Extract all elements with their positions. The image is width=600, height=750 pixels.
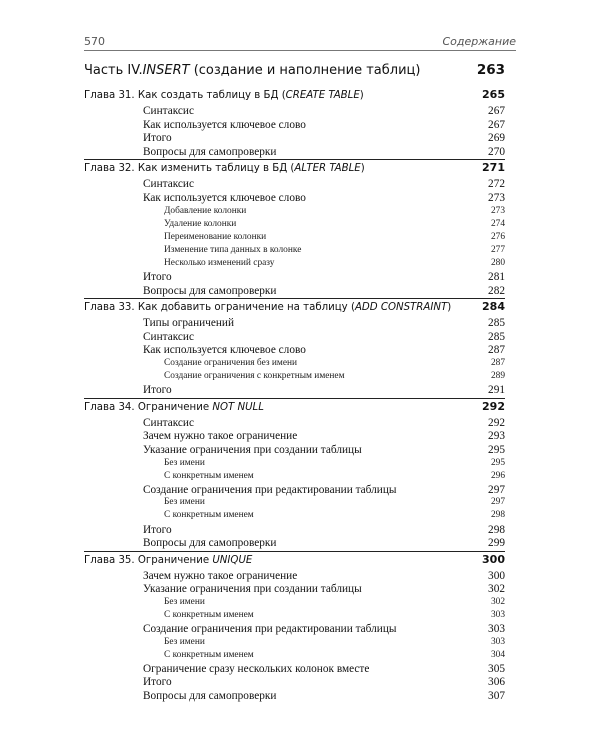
chapter-code: ALTER TABLE (294, 163, 361, 175)
entry-page: 307 (488, 690, 505, 703)
toc-section-entry[interactable] (84, 384, 505, 398)
toc-subsection-entry[interactable] (84, 510, 505, 523)
entry-page: 302 (490, 596, 505, 607)
toc-section-entry[interactable] (84, 524, 505, 538)
chapter-title: Глава 32. Как изменить таблицу в БД (ALTER TABLE) (84, 163, 365, 175)
entry-page: 291 (488, 384, 505, 397)
entry-title: Ограничение сразу нескольких колонок вместе (143, 662, 370, 675)
entry-title: Без имени (164, 636, 205, 647)
toc-section-entry[interactable] (84, 583, 505, 597)
entry-title: Как используется ключевое слово (143, 118, 306, 131)
chapter-title: Глава 31. Как создать таблицу в БД (CREATE TABLE) (84, 90, 364, 101)
entry-page: 273 (490, 205, 505, 216)
toc-section-entry[interactable] (84, 417, 505, 431)
entry-title: Вопросы для самопроверки (143, 690, 277, 703)
entry-title: Указание ограничения при создании таблицы (143, 443, 362, 456)
entry-page: 299 (488, 537, 505, 550)
entry-title: Синтаксис (143, 105, 194, 117)
entry-title: Вопросы для самопроверки (143, 284, 277, 297)
entry-page: 289 (490, 371, 505, 382)
toc-subsection-entry[interactable] (84, 245, 505, 258)
entry-title: Итого (143, 384, 172, 397)
toc-section-entry[interactable] (84, 271, 505, 285)
toc-chapter-entry[interactable] (84, 398, 505, 417)
chapter-title: Глава 35. Ограничение UNIQUE (84, 554, 253, 566)
entry-page: 272 (488, 178, 505, 191)
entry-title: Несколько изменений сразу (164, 257, 275, 268)
toc-section-entry[interactable] (84, 537, 505, 551)
entry-page: 269 (488, 132, 505, 145)
chapter-page: 292 (482, 399, 505, 413)
toc-subsection-entry[interactable] (84, 471, 505, 484)
toc-section-entry[interactable] (84, 105, 505, 119)
toc-subsection-entry[interactable] (84, 610, 505, 623)
toc-section-entry[interactable] (84, 132, 505, 146)
running-header (84, 33, 516, 51)
entry-title: Создание ограничения при редактировании таблицы (143, 483, 397, 496)
entry-page: 273 (488, 191, 505, 204)
entry-title: Как используется ключевое слово (143, 191, 306, 204)
entry-title: Итого (143, 271, 172, 284)
entry-title: Типы ограничений (143, 317, 234, 330)
chapter-code: NOT NULL (212, 401, 264, 413)
entry-page: 296 (490, 470, 505, 481)
entry-page: 267 (488, 118, 505, 131)
toc-subsection-entry[interactable] (84, 597, 505, 610)
toc-section-entry[interactable] (84, 676, 505, 690)
entry-page: 306 (488, 676, 505, 689)
toc-section-entry[interactable] (84, 146, 505, 160)
entry-page: 295 (490, 457, 505, 468)
toc-section-entry[interactable] (84, 690, 505, 704)
entry-title: Зачем нужно такое ограничение (143, 569, 298, 582)
entry-page: 274 (490, 218, 505, 229)
section-title: Содержание (442, 35, 516, 48)
entry-title: С конкретным именем (164, 470, 254, 481)
table-of-contents (84, 60, 505, 704)
entry-page: 295 (488, 443, 505, 456)
toc-section-entry[interactable] (84, 344, 505, 358)
part-code: INSERT (142, 63, 190, 78)
toc-subsection-entry[interactable] (84, 219, 505, 232)
entry-title: Вопросы для самопроверки (143, 537, 277, 550)
toc-subsection-entry[interactable] (84, 206, 505, 219)
chapter-code: CREATE TABLE (285, 90, 360, 101)
entry-page: 267 (488, 105, 505, 117)
entry-title: Удаление колонки (164, 218, 237, 229)
entry-page: 303 (488, 623, 505, 636)
entry-title: Итого (143, 523, 172, 536)
page-number: 570 (84, 35, 105, 48)
toc-subsection-entry[interactable] (84, 497, 505, 510)
entry-page: 303 (490, 610, 505, 620)
toc-section-entry[interactable] (84, 331, 505, 345)
entry-page: 287 (488, 344, 505, 357)
entry-page: 293 (488, 430, 505, 443)
entry-page: 292 (488, 416, 505, 429)
chapter-page: 300 (482, 552, 505, 566)
toc-section-entry[interactable] (84, 444, 505, 458)
entry-page: 277 (490, 244, 505, 255)
entry-title: Указание ограничения при создании таблицы (143, 583, 362, 596)
entry-page: 285 (488, 330, 505, 343)
toc-chapter-entry[interactable] (84, 298, 505, 317)
entry-title: Изменение типа данных в колонке (164, 244, 302, 255)
toc-section-entry[interactable] (84, 430, 505, 444)
entry-page: 298 (490, 510, 505, 521)
entry-page: 281 (488, 271, 505, 284)
toc-subsection-entry[interactable] (84, 232, 505, 245)
toc-subsection-entry[interactable] (84, 458, 505, 471)
entry-title: Создание ограничения с конкретным именем (164, 371, 345, 382)
toc-chapter-entry[interactable] (84, 88, 505, 105)
entry-page: 282 (488, 284, 505, 297)
toc-section-entry[interactable] (84, 570, 505, 584)
toc-chapter-entry[interactable] (84, 159, 505, 178)
entry-page: 270 (488, 145, 505, 158)
chapter-title: Глава 34. Ограничение NOT NULL (84, 401, 264, 413)
chapter-title: Глава 33. Как добавить ограничение на таблицу (ADD CONSTRAINT) (84, 302, 452, 314)
part-page: 263 (476, 62, 505, 78)
entry-title: Зачем нужно такое ограничение (143, 430, 298, 443)
chapter-code: UNIQUE (212, 554, 253, 566)
entry-title: Итого (143, 676, 172, 689)
entry-page: 305 (488, 662, 505, 675)
entry-title: С конкретным именем (164, 649, 254, 660)
entry-title: Вопросы для самопроверки (143, 145, 277, 158)
entry-page: 276 (490, 231, 505, 242)
toc-subsection-entry[interactable] (84, 637, 505, 650)
toc-section-entry[interactable] (84, 178, 505, 192)
toc-part-entry[interactable] (84, 60, 505, 88)
toc-subsection-entry[interactable] (84, 358, 505, 371)
entry-page: 303 (490, 636, 505, 647)
entry-page: 297 (488, 483, 505, 496)
toc-section-entry[interactable] (84, 623, 505, 637)
toc-subsection-entry[interactable] (84, 650, 505, 663)
entry-page: 300 (488, 569, 505, 582)
entry-title: Синтаксис (143, 330, 194, 343)
entry-page: 280 (490, 257, 505, 268)
entry-page: 287 (490, 358, 505, 368)
entry-page: 285 (488, 317, 505, 330)
toc-section-entry[interactable] (84, 285, 505, 299)
entry-title: Синтаксис (143, 178, 194, 191)
entry-title: Создание ограничения при редактировании таблицы (143, 623, 397, 636)
toc-subsection-entry[interactable] (84, 371, 505, 384)
header-rule (84, 50, 516, 51)
chapter-page: 265 (482, 88, 505, 101)
toc-section-entry[interactable] (84, 484, 505, 498)
toc-subsection-entry[interactable] (84, 258, 505, 271)
chapter-page: 284 (482, 300, 505, 314)
entry-title: Переименование колонки (164, 231, 267, 242)
entry-title: Как используется ключевое слово (143, 344, 306, 357)
chapter-page: 271 (482, 161, 505, 175)
part-title: Часть IV.INSERT (создание и наполнение таблиц) (84, 63, 421, 78)
toc-section-entry[interactable] (84, 119, 505, 133)
toc-section-entry[interactable] (84, 317, 505, 331)
toc-chapter-entry[interactable] (84, 551, 505, 570)
entry-title: Без имени (164, 457, 205, 468)
toc-section-entry[interactable] (84, 663, 505, 677)
entry-title: С конкретным именем (164, 510, 254, 521)
entry-title: С конкретным именем (164, 610, 254, 620)
entry-title: Итого (143, 132, 172, 145)
entry-title: Без имени (164, 596, 205, 607)
entry-title: Создание ограничения без имени (164, 358, 298, 368)
chapter-code: ADD CONSTRAINT (354, 302, 448, 314)
entry-title: Без имени (164, 497, 205, 508)
entry-page: 298 (488, 523, 505, 536)
entry-page: 304 (490, 649, 505, 660)
toc-section-entry[interactable] (84, 192, 505, 206)
entry-page: 302 (488, 583, 505, 596)
entry-page: 297 (490, 497, 505, 508)
entry-title: Синтаксис (143, 416, 194, 429)
entry-title: Добавление колонки (164, 205, 247, 216)
